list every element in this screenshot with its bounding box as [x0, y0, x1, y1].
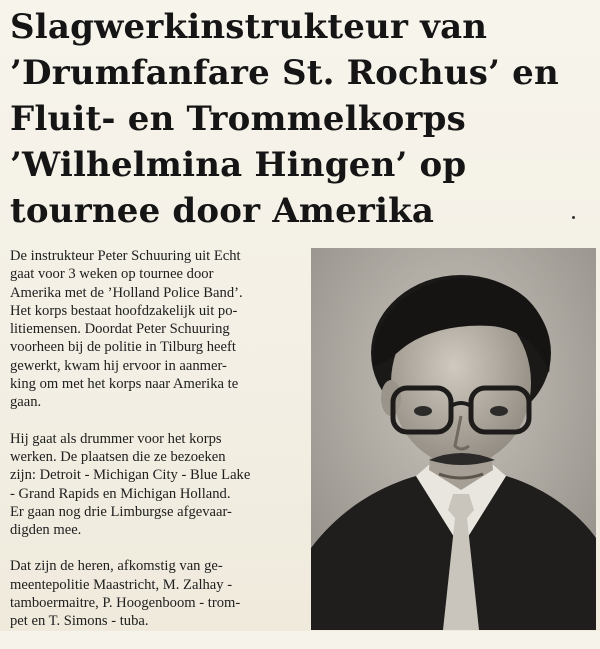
- text-line: Er gaan nog drie Limburgse afgevaar-: [10, 503, 232, 520]
- text-line: king om met het korps naar Amerika te: [10, 376, 239, 393]
- text-line: Hij gaat als drummer voor het korps: [10, 430, 222, 447]
- text-line: Dat zijn de heren, afkomstig van ge-: [10, 558, 223, 575]
- article-body: [10, 247, 302, 649]
- headline-line: Slagwerkinstrukteur van: [10, 7, 488, 47]
- headline: [10, 4, 595, 234]
- text-line: Het korps bestaat hoofdzakelijk uit po-: [10, 302, 238, 319]
- text-line: werken. De plaatsen die ze bezoeken: [10, 448, 226, 465]
- paragraph-intro: [10, 247, 302, 412]
- text-line: litiemensen. Doordat Peter Schuuring: [10, 321, 230, 338]
- text-line: digden mee.: [10, 522, 82, 539]
- text-line: pet en T. Simons - tuba.: [10, 613, 149, 630]
- text-line: voorheen bij de politie in Tilburg heeft: [10, 339, 236, 356]
- text-line: meentepolitie Maastricht, M. Zalhay -: [10, 576, 233, 593]
- text-line: Amerika met de ’Holland Police Band’.: [10, 284, 243, 301]
- text-line: zijn: Detroit - Michigan City - Blue Lake: [10, 467, 251, 484]
- paragraph-destinations: [10, 430, 302, 540]
- text-line: gaan.: [10, 394, 42, 411]
- headline-line: Fluit- en Trommelkorps: [10, 99, 466, 139]
- paragraph-delegates: [10, 557, 302, 630]
- text-line: De instrukteur Peter Schuuring uit Echt: [10, 248, 241, 264]
- portrait-illustration: [311, 248, 596, 630]
- headline-line: ’Drumfanfare St. Rochus’ en: [10, 53, 559, 93]
- text-line: - Grand Rapids en Michigan Holland.: [10, 485, 231, 502]
- headline-line: tournee door Amerika: [10, 191, 435, 231]
- headline-line: ’Wilhelmina Hingen’ op: [10, 145, 467, 185]
- text-line: tamboermaitre, P. Hoogenboom - trom-: [10, 595, 241, 612]
- print-speck: [572, 216, 575, 219]
- text-line: gewerkt, kwam hij ervoor in aanmer-: [10, 357, 227, 374]
- text-line: gaat voor 3 weken op tournee door: [10, 266, 214, 283]
- portrait-photo: [311, 248, 596, 630]
